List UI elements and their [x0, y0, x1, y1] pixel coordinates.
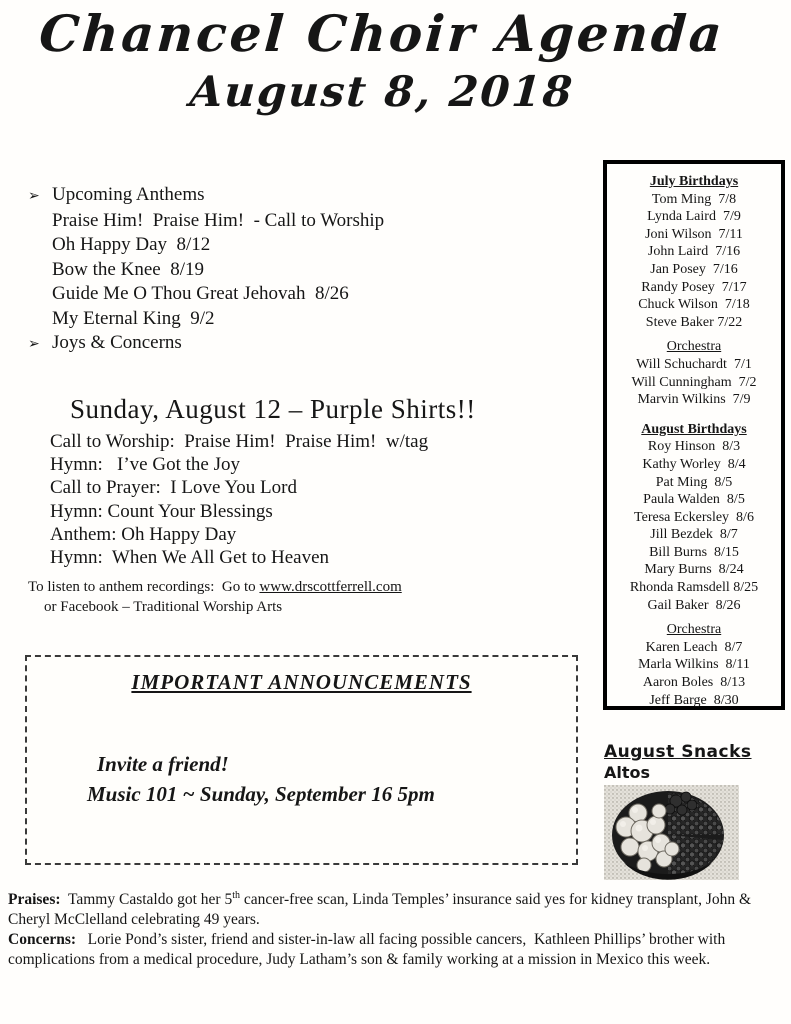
service-item: Call to Prayer: I Love You Lord	[50, 477, 297, 499]
arrow-bullet-icon: ➢	[28, 336, 40, 352]
ordinal-suffix: th	[232, 890, 240, 901]
snacks-block	[604, 742, 789, 880]
august-orchestra-heading: Orchestra	[666, 622, 722, 638]
concerns-text: Lorie Pond’s sister, friend and sister-in-law all facing possible cancers, Kathleen Phillips’ brother with complications from a medical procedure, Judy Latham’s son & family working at a mission in Mexico this week.	[8, 930, 730, 968]
july-orchestra-heading: Orchestra	[666, 339, 722, 355]
praises-label: Praises:	[8, 891, 61, 909]
recordings-line1	[28, 577, 402, 597]
service-item: Hymn: Count Your Blessings	[50, 500, 273, 522]
page-title: Chancel Choir Agenda	[37, 4, 727, 63]
list-item: Pat Ming 8/5	[655, 474, 733, 490]
page-date: August 8, 2018	[188, 67, 576, 116]
anthem-entry: Guide Me O Thou Great Jehovah 8/26	[52, 283, 349, 304]
anthem-entry: Bow the Knee 8/19	[52, 258, 204, 280]
list-item: Randy Posey 7/17	[641, 279, 747, 295]
praises-text-1: Tammy Castaldo got her 5	[60, 891, 233, 909]
list-item: Will Cunningham 7/2	[631, 374, 757, 390]
list-item: Jill Bezdek 8/7	[650, 527, 738, 543]
arrow-bullet-icon: ➢	[28, 188, 40, 204]
list-item: Paula Walden 8/5	[643, 492, 745, 508]
august-birthdays-heading: August Birthdays	[641, 421, 747, 437]
birthdays-panel	[603, 160, 785, 710]
list-item: Chuck Wilson 7/18	[638, 297, 750, 313]
concerns-label: Concerns:	[8, 930, 77, 948]
service-item: Call to Worship: Praise Him! Praise Him! w/tag	[50, 431, 429, 452]
website-link[interactable]: www.drscottferrell.com	[259, 579, 402, 595]
praises-paragraph	[8, 886, 786, 930]
agenda-item-label: Joys & Concerns	[52, 332, 182, 353]
title-block	[0, 4, 764, 116]
recordings-note	[28, 577, 402, 617]
announcements-heading: IMPORTANT ANNOUNCEMENTS	[131, 670, 472, 694]
service-item: Hymn: When We All Get to Heaven	[50, 547, 330, 569]
service-items	[28, 430, 573, 569]
list-item: Will Schuchardt 7/1	[636, 356, 752, 372]
praises-text-2: cancer-free scan, Linda Temples’ insurance said yes for kidney transplant, John & Cheryl McClelland celebrating 49 years.	[8, 891, 755, 928]
list-item: Tom Ming 7/8	[651, 191, 737, 207]
anthem-entry: Praise Him! Praise Him! - Call to Worship	[52, 209, 385, 231]
service-order	[28, 394, 573, 569]
anthem-entry: My Eternal King 9/2	[52, 307, 215, 329]
agenda-item-label: Upcoming Anthems	[52, 184, 205, 205]
list-item: Karen Leach 8/7	[645, 639, 743, 655]
list-item: Gail Baker 8/26	[647, 597, 741, 613]
announcements-box	[25, 655, 578, 865]
announcements-body	[87, 749, 435, 809]
list-item: Kathy Worley 8/4	[642, 456, 746, 472]
announcement-line: Invite a friend!	[97, 752, 229, 776]
list-item: Lynda Laird 7/9	[647, 209, 741, 225]
announcement-line: Music 101 ~ Sunday, September 16 5pm	[87, 782, 435, 806]
list-item: Rhonda Ramsdell 8/25	[629, 580, 759, 596]
concerns-paragraph	[8, 930, 786, 970]
list-item: Marvin Wilkins 7/9	[637, 392, 751, 408]
praises-concerns	[8, 886, 786, 969]
fruit-bowl-photo	[604, 785, 739, 880]
snacks-group: Altos	[604, 763, 651, 782]
list-item: John Laird 7/16	[647, 244, 741, 260]
snacks-heading: August Snacks	[604, 742, 752, 762]
agenda-list	[28, 183, 588, 357]
list-item: Steve Baker 7/22	[645, 314, 743, 330]
list-item: Roy Hinson 8/3	[647, 439, 741, 455]
service-heading: Sunday, August 12 – Purple Shirts!!	[70, 394, 476, 424]
list-item: Mary Burns 8/24	[644, 562, 744, 578]
list-item: Jeff Barge 8/30	[649, 692, 739, 708]
list-item: Joni Wilson 7/11	[645, 226, 743, 242]
list-item: Jan Posey 7/16	[650, 261, 738, 277]
july-birthdays-heading: July Birthdays	[649, 174, 739, 189]
anthem-entry: Oh Happy Day 8/12	[52, 234, 211, 255]
agenda-item-upcoming-anthems	[28, 183, 588, 209]
list-item: Aaron Boles 8/13	[642, 675, 746, 691]
recordings-text: To listen to anthem recordings: Go to	[28, 579, 260, 595]
list-item: Bill Burns 8/15	[649, 544, 739, 560]
list-item: Teresa Eckersley 8/6	[634, 509, 754, 525]
list-item: Marla Wilkins 8/11	[638, 657, 750, 673]
agenda-item-joys-concerns	[28, 331, 588, 357]
recordings-line2: or Facebook – Traditional Worship Arts	[44, 599, 283, 615]
service-item: Anthem: Oh Happy Day	[50, 523, 237, 545]
service-item: Hymn: I’ve Got the Joy	[50, 454, 240, 476]
